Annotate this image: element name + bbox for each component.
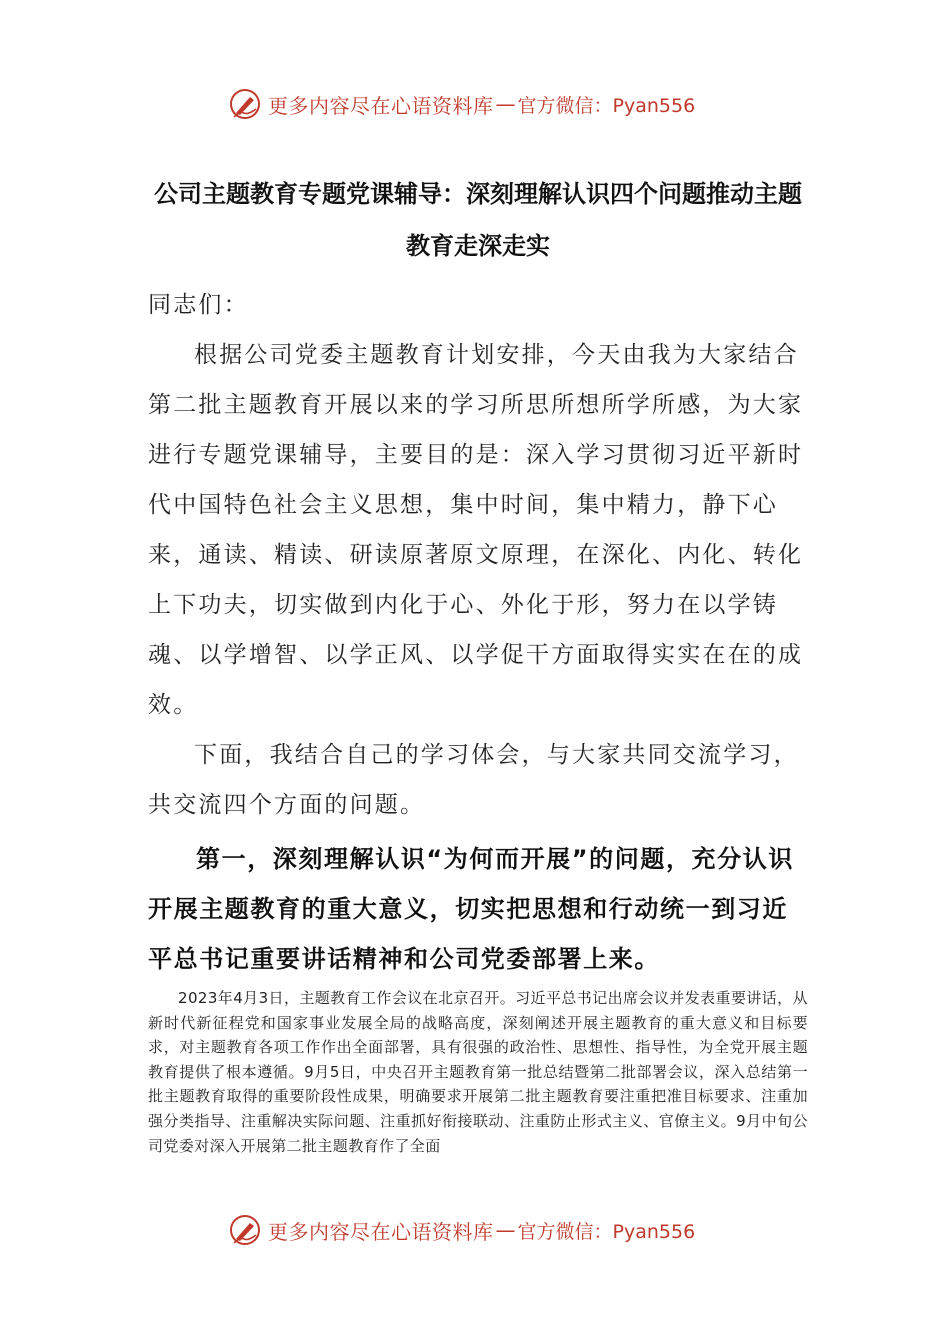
paragraph-outline: 下面，我结合自己的学习体会，与大家共同交流学习，共交流四个方面的问题。: [148, 742, 799, 818]
paragraph-intro: 根据公司党委主题教育计划安排，今天由我为大家结合第二批主题教育开展以来的学习所思所想所学所感，为大家进行专题党课辅导，主要目的是：深入学习贯彻习近平新时代中国特色社会主义思想，集中时间，集中精力，静下心来，通读、精读、研读原著原文原理，在深化、内化、转化上下功夫，切实做到内化于心、外化于形，努力在以学铸魂、以学增智、以学正风、以学促干方面取得实实在在的成效。: [148, 342, 804, 718]
paragraph-section-1-body: 2023年4月3日，主题教育工作会议在北京召开。习近平总书记出席会议并发表重要讲话，从新时代新征程党和国家事业发展全局的战略高度，深刻阐述开展主题教育的重大意义和目标要求，对主题教育各项工作作出全面部署，具有很强的政治性、思想性、指导性，为全党开展主题教育提供了根本遵循。9月5日，中央召开主题教育第一批总结暨第二批部署会议，深入总结第一批主题教育取得的重要阶段性成果，明确要求开展第二批主题教育要注重把准目标要求、注重加强分类指导、注重解决实际问题、注重抓好衔接联动、注重防止形式主义、官僚主义。9月中旬公司党委对深入开展第二批主题教育作了全面: [148, 989, 808, 1155]
pen-logo-icon: [228, 1213, 262, 1247]
watermark-sub-text: 官方微信：Pyan556: [517, 1220, 696, 1243]
watermark-dash: —: [495, 1218, 516, 1242]
watermark-main-text: 更多内容尽在心语资料库: [268, 93, 494, 118]
pen-logo-icon: [228, 87, 262, 121]
section-heading-1: 第一，深刻理解认识“为何而开展”的问题，充分认识开展主题教育的重大意义，切实把思想和行动统一到习近平总书记重要讲话精神和公司党委部署上来。: [148, 845, 794, 973]
watermark-sub-text: 官方微信：Pyan556: [517, 94, 696, 117]
footer-watermark: [228, 1212, 695, 1248]
watermark-main-text: 更多内容尽在心语资料库: [268, 1219, 494, 1244]
greeting: 同志们：: [148, 292, 249, 318]
header-watermark: [228, 86, 695, 122]
watermark-dash: —: [495, 92, 516, 116]
document-title: 公司主题教育专题党课辅导：深刻理解认识四个问题推动主题教育走深走实: [154, 180, 802, 260]
